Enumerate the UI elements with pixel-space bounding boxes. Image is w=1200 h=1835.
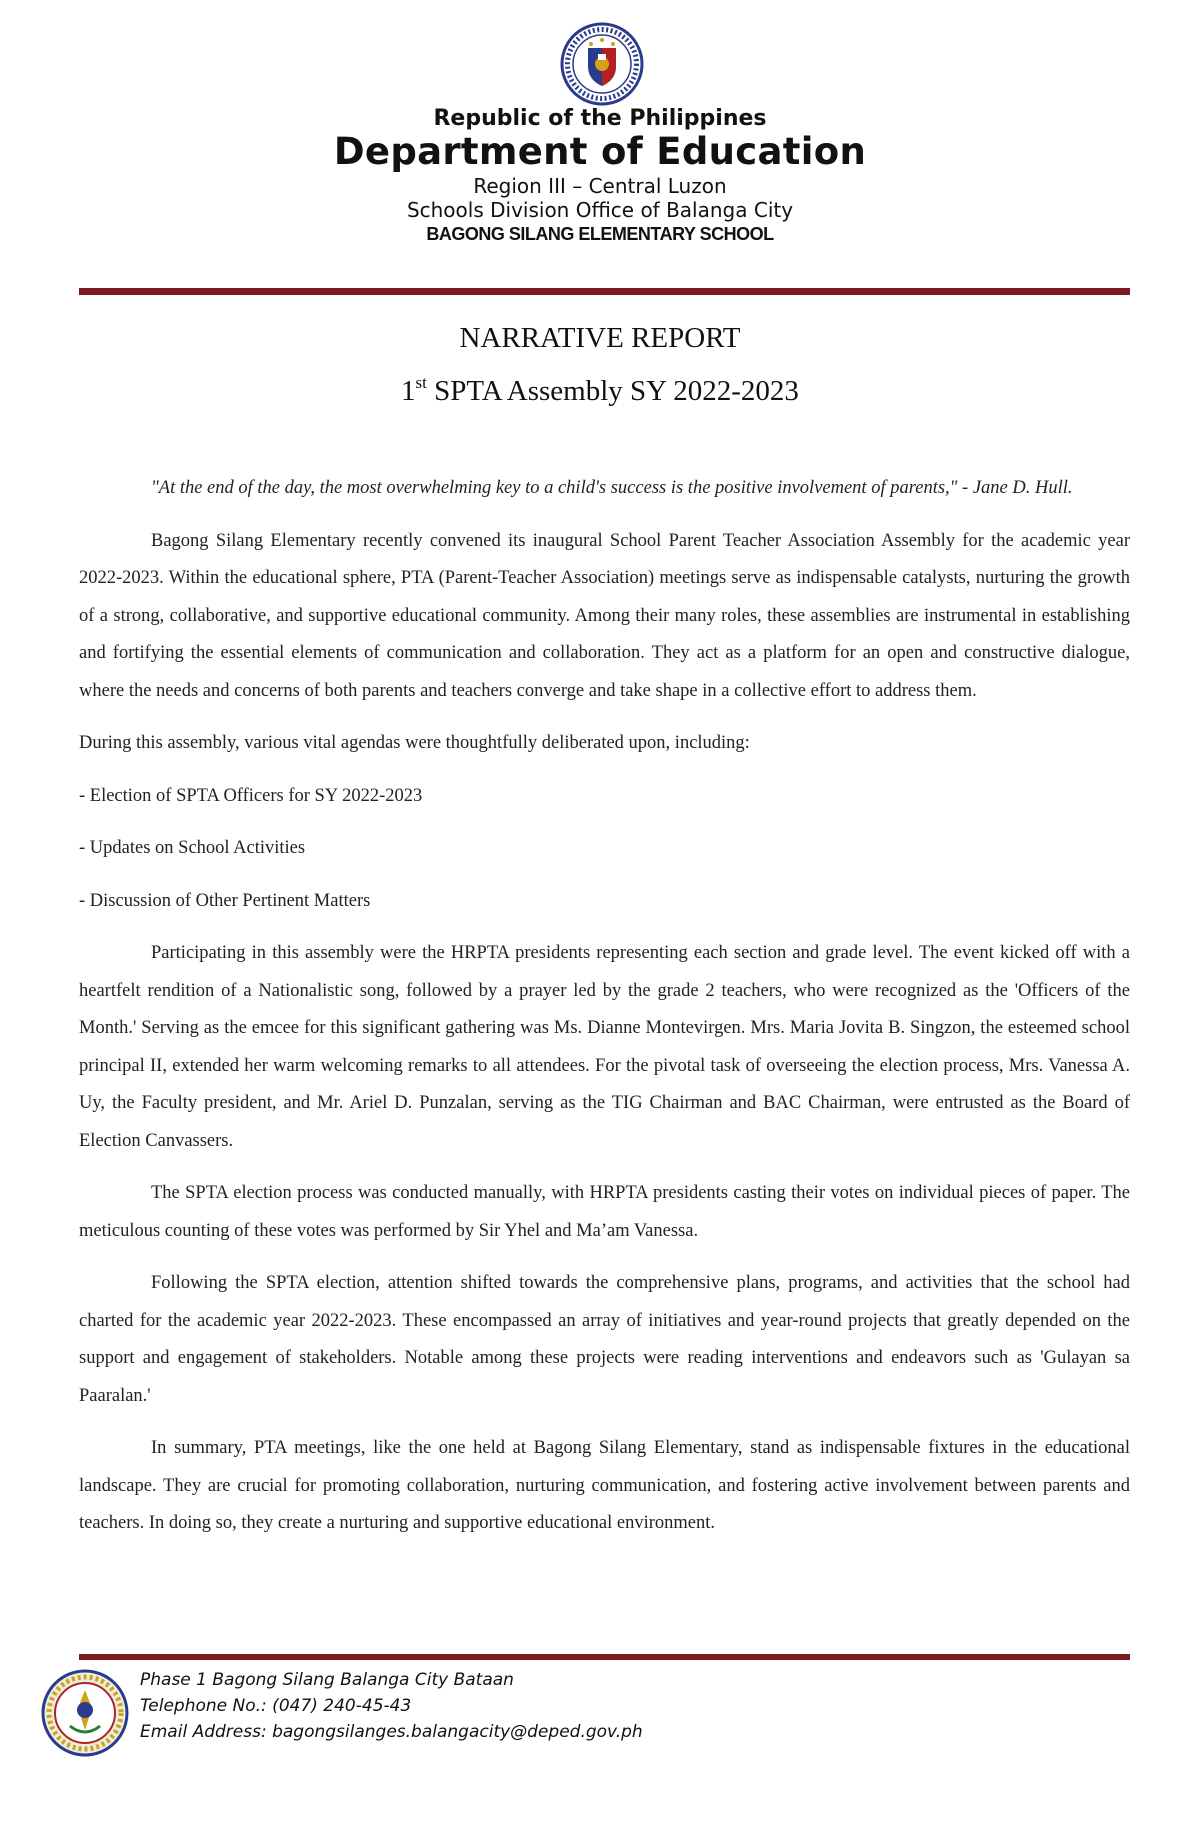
- agenda-item: - Updates on School Activities: [79, 838, 306, 858]
- footer-address: Phase 1 Bagong Silang Balanga City Bataan: [140, 1670, 514, 1690]
- opening-quote: "At the end of the day, the most overwhelming key to a child's success is the positive involvement of parents," - Jane D. Hull.: [151, 478, 1073, 498]
- paragraph-election: The SPTA election process was conducted manually, with HRPTA presidents casting their votes on individual pieces of paper. The meticulous counting of these votes was performed by Sir Yhel and Ma’am Vanessa.: [79, 1183, 1130, 1241]
- subtitle-ordinal-suffix: st: [415, 373, 427, 392]
- school-logo: [40, 1668, 130, 1758]
- paragraph-summary: In summary, PTA meetings, like the one held at Bagong Silang Elementary, stand as indispensable fixtures in the educational landscape. They are crucial for promoting collaboration, nurturing communication, and fostering active involvement between parents and teachers. In doing so, they create a nurturing and supportive educational environment.: [79, 1438, 1130, 1533]
- subtitle-rest: SPTA Assembly SY 2022-2023: [426, 375, 799, 407]
- report-body: [79, 470, 1130, 1650]
- footer-email: Email Address: bagongsilanges.balangacity@deped.gov.ph: [140, 1722, 643, 1742]
- paragraph-plans: Following the SPTA election, attention shifted towards the comprehensive plans, programs, and activities that the school had charted for the academic year 2022-2023. These encompassed an array of initiatives and year-round projects that greatly depended on the support and engagement of stakeholders. Notable among these projects were reading interventions and endeavors such as 'Gulayan sa Paaralan.': [79, 1273, 1130, 1406]
- paragraph-participants: Participating in this assembly were the HRPTA presidents representing each section and grade level. The event kicked off with a heartfelt rendition of a Nationalistic song, followed by a prayer led by the grade 2 teachers, who were recognized as the 'Officers of the Month.' Serving as the emcee for this significant gathering was Ms. Dianne Montevirgen. Mrs. Maria Jovita B. Singzon, the esteemed school principal II, extended her warm welcoming remarks to all attendees. For the pivotal task of overseeing the election process, Mrs. Vanessa A. Uy, the Faculty president, and Mr. Ariel D. Punzalan, serving as the TIG Chairman and BAC Chairman, were entrusted as the Board of Election Canvassers.: [79, 943, 1130, 1151]
- report-title: NARRATIVE REPORT: [459, 322, 741, 354]
- header-division: Schools Division Office of Balanga City: [406, 198, 794, 222]
- header-department: Department of Education: [333, 130, 867, 173]
- footer-telephone: Telephone No.: (047) 240-45-43: [140, 1696, 412, 1716]
- subtitle-ordinal: 1: [401, 375, 416, 407]
- header-republic: Republic of the Philippines: [433, 106, 767, 131]
- paragraph-intro: Bagong Silang Elementary recently convened its inaugural School Parent Teacher Association Assembly for the academic year 2022-2023. Within the educational sphere, PTA (Parent-Teacher Association) meetings serve as indispensable catalysts, nurturing the growth of a strong, collaborative, and supportive educational community. Among their many roles, these assemblies are instrumental in establishing and fortifying the essential elements of communication and collaboration. They act as a platform for an open and constructive dialogue, where the needs and concerns of both parents and teachers converge and take shape in a collective effort to address them.: [79, 530, 1130, 701]
- header-school-name: BAGONG SILANG ELEMENTARY SCHOOL: [426, 224, 774, 244]
- agenda-item: - Discussion of Other Pertinent Matters: [79, 890, 371, 911]
- report-subtitle: [0, 375, 1200, 408]
- header-region: Region III – Central Luzon: [473, 174, 727, 198]
- agenda-item: - Election of SPTA Officers for SY 2022-2023: [79, 785, 423, 806]
- header-divider: [79, 288, 1130, 295]
- agenda-intro: During this assembly, various vital agendas were thoughtfully deliberated upon, including:: [79, 733, 750, 753]
- deped-seal-logo: [560, 22, 644, 106]
- footer-divider: [79, 1654, 1130, 1660]
